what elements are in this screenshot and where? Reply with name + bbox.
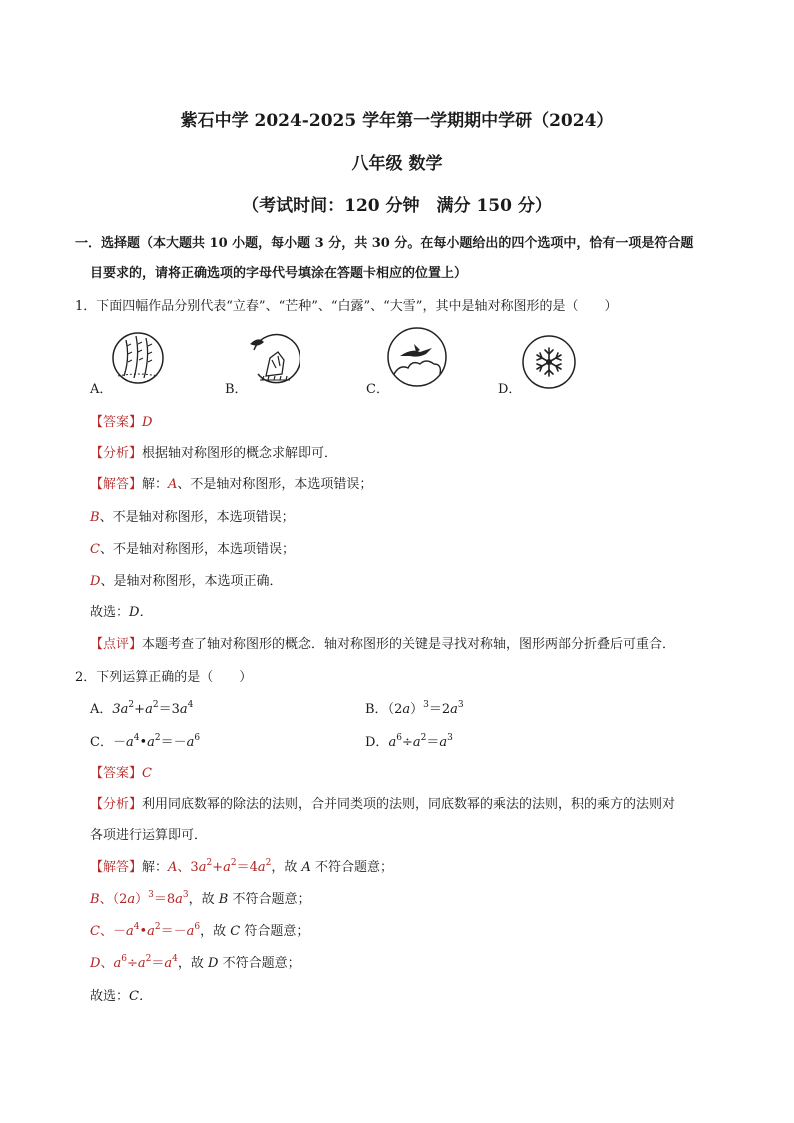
page-subtitle: 八年级 数学 <box>351 154 443 174</box>
exam-info: （考试时间：120 分钟 满分 150 分） <box>242 196 552 216</box>
q2-option-c: C．$-a^4•a^2=-a^6$ <box>90 733 201 750</box>
q1-solution-line-b <box>90 506 295 525</box>
q1-choose <box>90 601 152 620</box>
section-heading-line2: 目要求的，请将正确选项的字母代号填涂在答题卡相应的位置上） <box>90 266 468 281</box>
answer-tag: 【答案】 <box>90 415 143 430</box>
solution-text-a: 、不是轴对称图形，本选项错误； <box>177 477 373 492</box>
q1-option-a-label: A． <box>90 382 113 397</box>
choose-value: D． <box>129 605 153 620</box>
solution-prefix: 解： <box>142 477 169 492</box>
q1-solution-line-c <box>90 538 295 557</box>
page-title: 紫石中学 2024-2025 学年第一学期期中学研（2024） <box>180 111 614 131</box>
analysis-tag: 【分析】 <box>90 797 143 812</box>
question-1-stem: 1．下面四幅作品分别代表“立春”、“芒种”、“白露”、“大雪”，其中是轴对称图形的是（ ） <box>75 299 618 314</box>
answer-value: C <box>142 766 152 781</box>
q1-option-b-label: B． <box>225 382 248 397</box>
answer-value: D <box>142 415 153 430</box>
solution-text-d: 、是轴对称图形，本选项正确． <box>100 574 283 589</box>
q2-answer <box>90 762 152 781</box>
solution-text-b: 、不是轴对称图形，本选项错误； <box>99 510 295 525</box>
q1-comment <box>90 633 675 652</box>
answer-tag: 【答案】 <box>90 766 143 781</box>
solution-label-d: D <box>90 574 101 589</box>
solution-text-c: 、不是轴对称图形，本选项错误； <box>99 542 295 557</box>
q1-solution-line-a <box>90 473 372 492</box>
analysis-text: 利用同底数幂的除法的法则，合并同类项的法则，同底数幂的乘法的法则，积的乘方的法则对 <box>142 797 676 812</box>
spring-rain-icon <box>110 330 166 386</box>
section-heading-line1: 一．选择题（本大题共 10 小题，每小题 3 分，共 30 分。在每小题给出的四个选项中，恰有一项是符合题 <box>75 236 694 251</box>
q2-choose <box>90 985 152 1004</box>
solution-label-b: B <box>90 510 100 525</box>
q2-solution-line-a: 【解答】解：A、$3a^2+a^2=4a^2$，故 A 不符合题意； <box>90 858 394 875</box>
choose-label: 故选： <box>90 989 130 1004</box>
q2-analysis-line2: 各项进行运算即可． <box>90 828 208 843</box>
choose-value: C． <box>129 989 152 1004</box>
choose-label: 故选： <box>90 605 130 620</box>
q1-analysis <box>90 442 337 461</box>
q2-solution-line-d: D、$a^6\div a^2=a^4$，故 D 不符合题意； <box>90 954 301 971</box>
q2-solution-line-b: B、$(2a)^3=8a^3$，故 B 不符合题意； <box>90 890 311 907</box>
q2-analysis-line1 <box>90 793 675 812</box>
analysis-tag: 【分析】 <box>90 446 143 461</box>
solution-label-c: C <box>90 542 100 557</box>
grain-in-ear-icon <box>246 330 300 386</box>
q1-answer <box>90 411 152 430</box>
question-2-stem: 2．下列运算正确的是（ ） <box>75 670 253 685</box>
solution-label-a: A <box>168 477 178 492</box>
q2-solution-line-c: C、$-a^4•a^2=-a^6$，故 C 符合题意； <box>90 922 310 939</box>
q2-option-a: A．$3a^2+a^2=3a^4$ <box>90 700 194 717</box>
q1-solution-line-d <box>90 570 282 589</box>
q2-option-b: B．$(2a)^3=2a^3$ <box>365 700 464 717</box>
comment-text: 本题考查了轴对称图形的概念．轴对称图形的关键是寻找对称轴，图形两部分折叠后可重合． <box>142 637 676 652</box>
q1-option-c-label: C． <box>366 382 389 397</box>
q2-option-d: D．$a^6\div a^2=a^3$ <box>365 733 453 750</box>
q1-option-d-label: D． <box>498 382 522 397</box>
analysis-text: 根据轴对称图形的概念求解即可． <box>142 446 338 461</box>
white-dew-icon <box>386 326 448 388</box>
solution-tag: 【解答】 <box>90 477 143 492</box>
comment-tag: 【点评】 <box>90 637 143 652</box>
snowflake-icon <box>521 334 577 390</box>
solution-tag: 【解答】 <box>90 860 143 875</box>
